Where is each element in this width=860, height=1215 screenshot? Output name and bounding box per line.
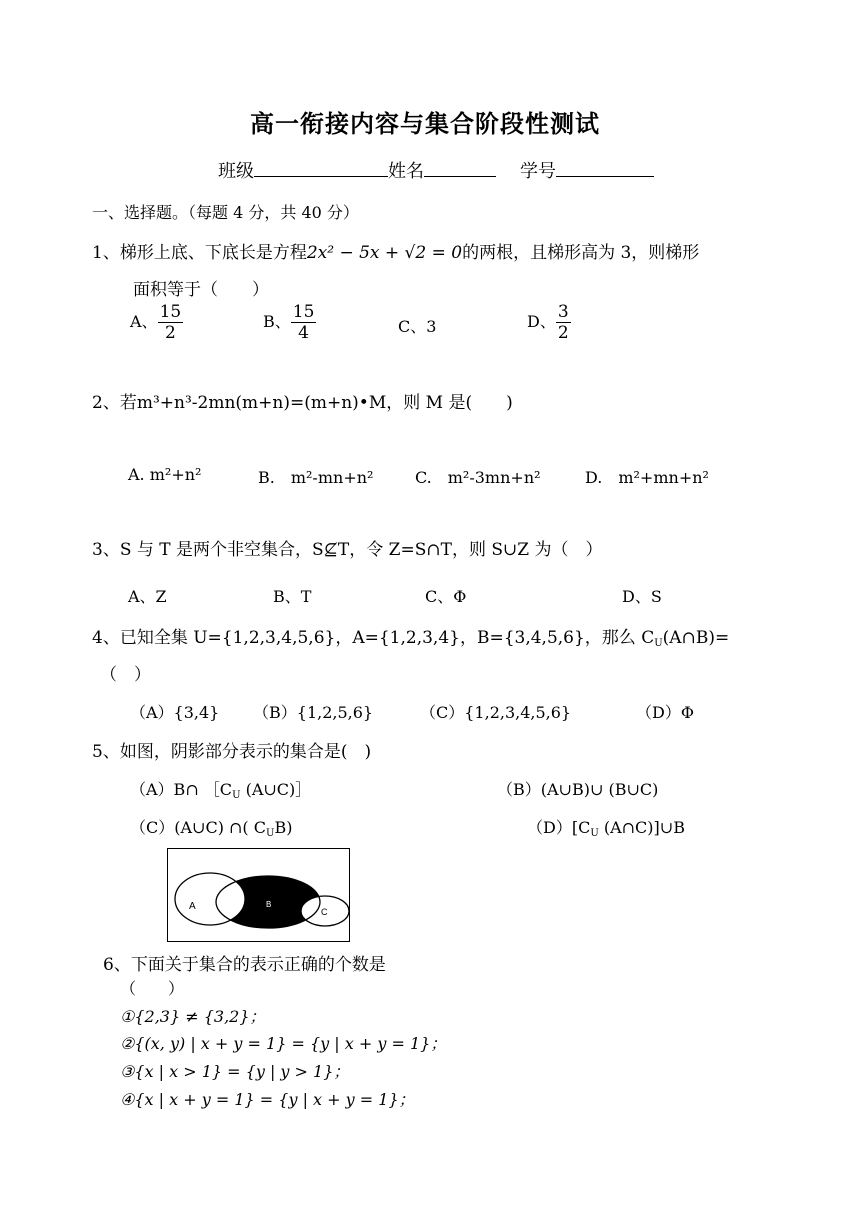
q1-option-d: D、 $\frac{3}{2}$ bbox=[527, 302, 569, 343]
q4-option-d: （D）Φ bbox=[636, 703, 694, 722]
venn-label-c: C bbox=[321, 907, 328, 917]
number-label: 学号 bbox=[520, 161, 556, 182]
q2-option-c: C. m²-3mn+n² bbox=[415, 468, 541, 487]
question-6: 6、下面关于集合的表示正确的个数是 bbox=[103, 955, 386, 975]
venn-diagram bbox=[167, 848, 350, 942]
number-blank[interactable] bbox=[556, 158, 654, 177]
q1-option-b: B、 $\frac{15}{4}$ bbox=[263, 302, 315, 343]
q5-option-c: （C）(A∪C) ∩( $C_UB$) bbox=[130, 818, 293, 839]
question-4: 4、已知全集 U={1,2,3,4,5,6}，A={1,2,3,4}，B={3,4,5,6}，那么 $C_U(A\cap B)=$ bbox=[92, 628, 730, 649]
venn-label-b: B bbox=[266, 900, 272, 909]
q6-item-1: ①{2,3} ≠ {3,2}； bbox=[120, 1007, 266, 1026]
q6-item-4: ④{x | x + y = 1} = {y | x + y = 1}； bbox=[120, 1090, 415, 1109]
name-label: 姓名 bbox=[388, 161, 424, 182]
q1-option-a: A、 $\frac{15}{2}$ bbox=[130, 302, 182, 343]
q2-option-b: B. m²-mn+n² bbox=[258, 468, 374, 487]
q4-option-b: （B）{1,2,5,6} bbox=[253, 703, 374, 722]
q1-suffix: 的两根，且梯形高为 3，则梯形 bbox=[462, 243, 700, 263]
q6-item-2: ②{(x, y) | x + y = 1} = {y | x + y = 1}； bbox=[120, 1034, 447, 1053]
q1-equation: 2x² − 5x + √2 = 0 bbox=[306, 243, 463, 263]
q4-option-a: （A）{3,4} bbox=[130, 703, 220, 722]
q5-option-b: （B）(A∪B)∪ (B∪C) bbox=[497, 780, 659, 799]
q3-option-d: D、S bbox=[622, 587, 662, 606]
class-label: 班级 bbox=[218, 161, 254, 182]
question-5: 5、如图，阴影部分表示的集合是( ) bbox=[92, 742, 372, 762]
q5-option-d: $(D)[C_U$ (A∩C)]∪B bbox=[527, 818, 685, 839]
q3-option-b: B、T bbox=[273, 587, 312, 606]
q1-option-c: C、3 bbox=[398, 317, 437, 336]
q3-option-a: A、Z bbox=[128, 587, 167, 606]
q2-expression: m³+n³-2mn(m+n)=(m+n)•M bbox=[136, 393, 387, 413]
q4-line2: （ ） bbox=[100, 665, 151, 685]
q4-option-c: （C）{1,2,3,4,5,6} bbox=[420, 703, 572, 722]
q6-answer-paren: （ ） bbox=[120, 979, 185, 998]
page-title: 高一衔接内容与集合阶段性测试 bbox=[250, 109, 600, 138]
q5-option-a: （A）B∩ $[C_U$ (A∪C)］ bbox=[130, 780, 312, 801]
venn-svg bbox=[168, 849, 349, 941]
q2-option-a: A. m²+n² bbox=[128, 465, 202, 484]
q3-relation: S⊈T bbox=[312, 540, 350, 560]
question-3: 3、S 与 T 是两个非空集合，S⊈T，令 Z=S∩T，则 S∪Z 为（ ） bbox=[92, 540, 603, 560]
name-blank[interactable] bbox=[424, 158, 496, 177]
question-1 bbox=[92, 238, 699, 263]
venn-label-a: A bbox=[189, 901, 196, 912]
q2-option-d: D. m²+mn+n² bbox=[585, 468, 709, 487]
q3-option-c: C、Φ bbox=[425, 587, 467, 606]
section-heading: 一、选择题。（每题 4 分，共 40 分） bbox=[92, 203, 359, 222]
question-2: 2、若m³+n³-2mn(m+n)=(m+n)•M，则 M 是( ) bbox=[92, 393, 513, 413]
class-blank[interactable] bbox=[254, 158, 388, 177]
q1-line2: 面积等于（ ） bbox=[133, 280, 269, 300]
q1-prefix: 1、梯形上底、下底长是方程 bbox=[92, 243, 307, 263]
q6-item-3: ③{x | x > 1} = {y | y > 1}； bbox=[120, 1062, 350, 1081]
header-fields bbox=[218, 157, 654, 183]
